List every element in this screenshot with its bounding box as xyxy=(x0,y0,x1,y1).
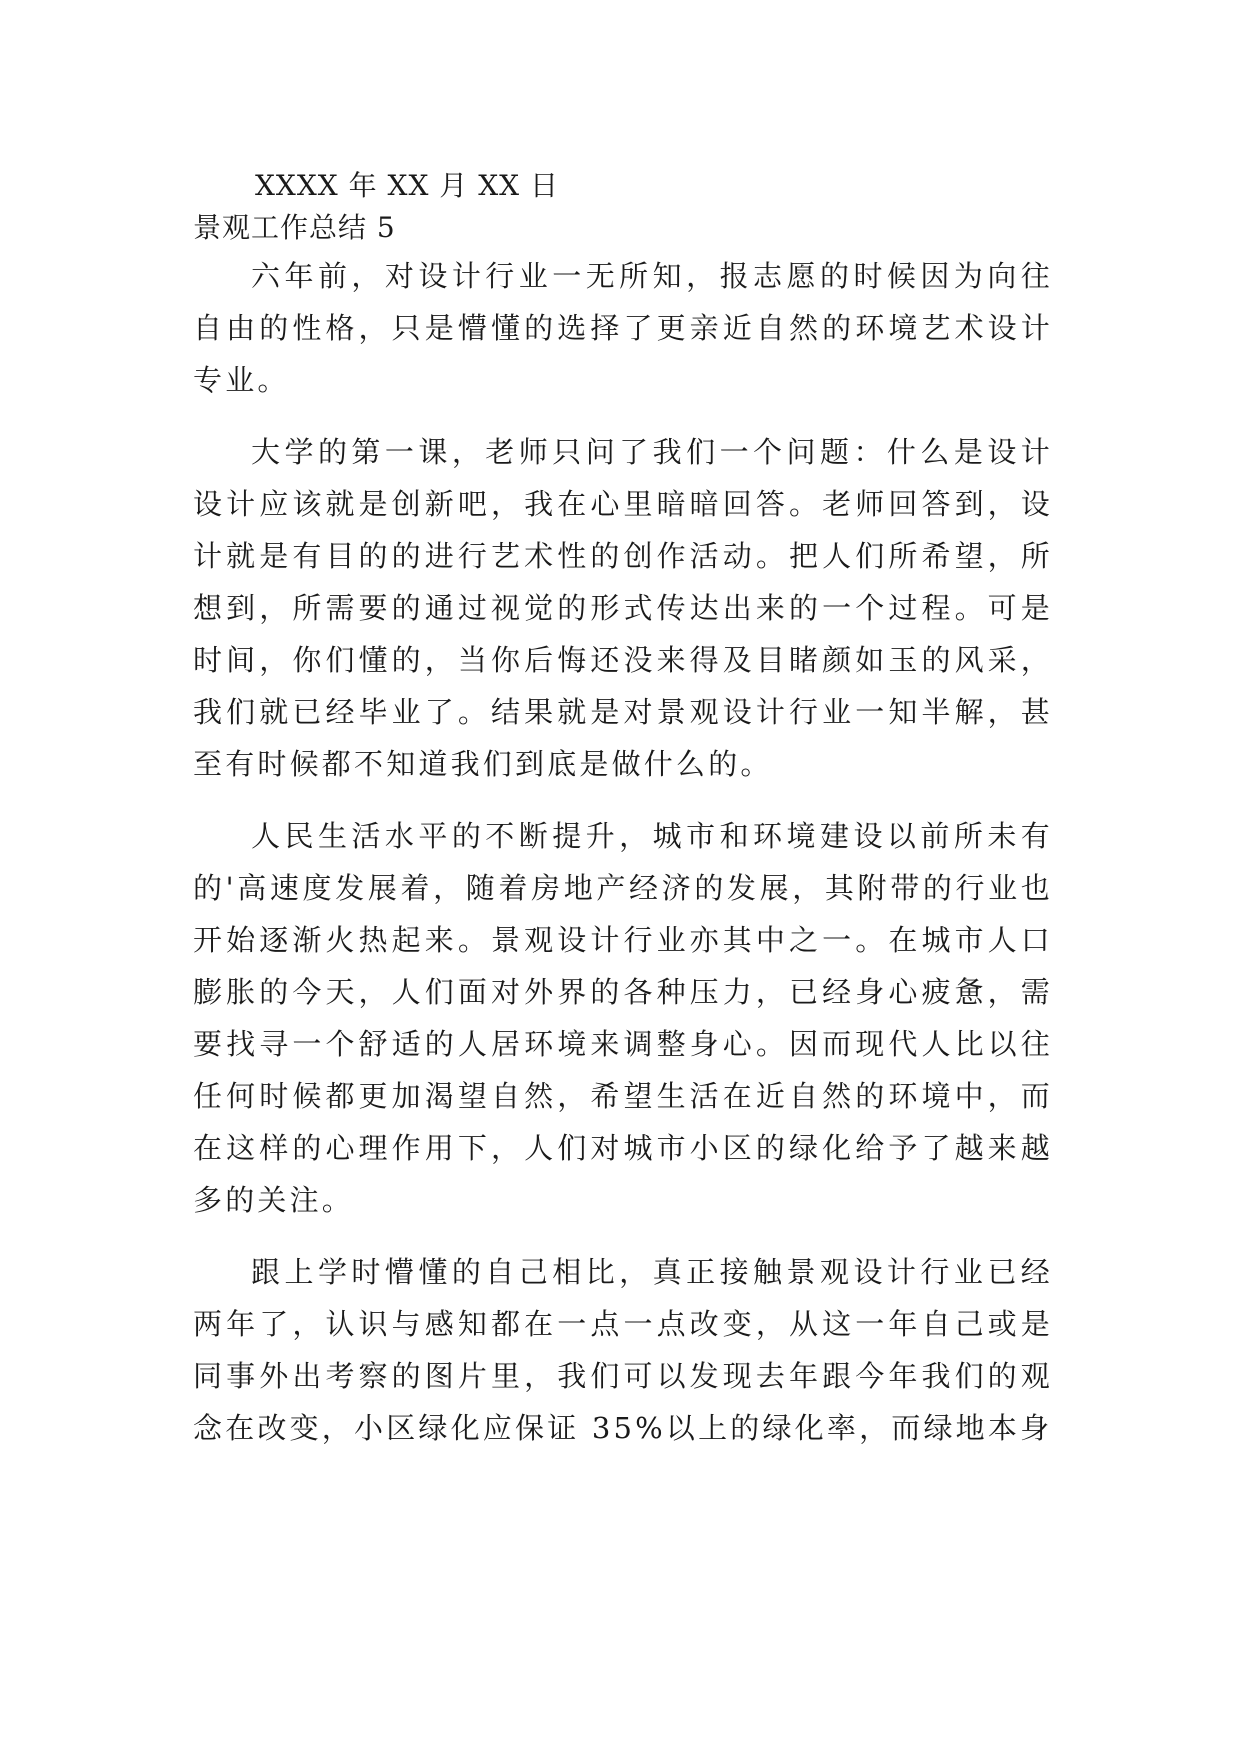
paragraph: 大学的第一课，老师只问了我们一个问题：什么是设计设计应该就是创新吧，我在心里暗暗回答。老师回答到，设计就是有目的的进行艺术性的创作活动。把人们所希望，所想到，所需要的通过视觉的形式传达出来的一个过程。可是时间，你们懂的，当你后悔还没来得及目睹颜如玉的风采，我们就已经毕业了。结果就是对景观设计行业一知半解，甚至有时候都不知道我们到底是做什么的。 xyxy=(193,435,1053,781)
paragraph: 六年前，对设计行业一无所知，报志愿的时候因为向往自由的性格，只是懵懂的选择了更亲近自然的环境艺术设计专业。 xyxy=(193,259,1053,397)
document-body xyxy=(193,250,1053,1474)
date-line: XXXX 年 XX 月 XX 日 xyxy=(255,169,559,202)
section-title: 景观工作总结 5 xyxy=(193,211,396,244)
paragraph: 人民生活水平的不断提升，城市和环境建设以前所未有的'高速度发展着，随着房地产经济的发展，其附带的行业也开始逐渐火热起来。景观设计行业亦其中之一。在城市人口膨胀的今天，人们面对外界的各种压力，已经身心疲惫，需要找寻一个舒适的人居环境来调整身心。因而现代人比以往任何时候都更加渴望自然，希望生活在近自然的环境中，而在这样的心理作用下，人们对城市小区的绿化给予了越来越多的关注。 xyxy=(193,819,1053,1217)
paragraph: 跟上学时懵懂的自己相比，真正接触景观设计行业已经两年了，认识与感知都在一点一点改变，从这一年自己或是同事外出考察的图片里，我们可以发现去年跟今年我们的观念在改变，小区绿化应保证 35%以上的绿化率，而绿地本身 xyxy=(193,1255,1053,1445)
